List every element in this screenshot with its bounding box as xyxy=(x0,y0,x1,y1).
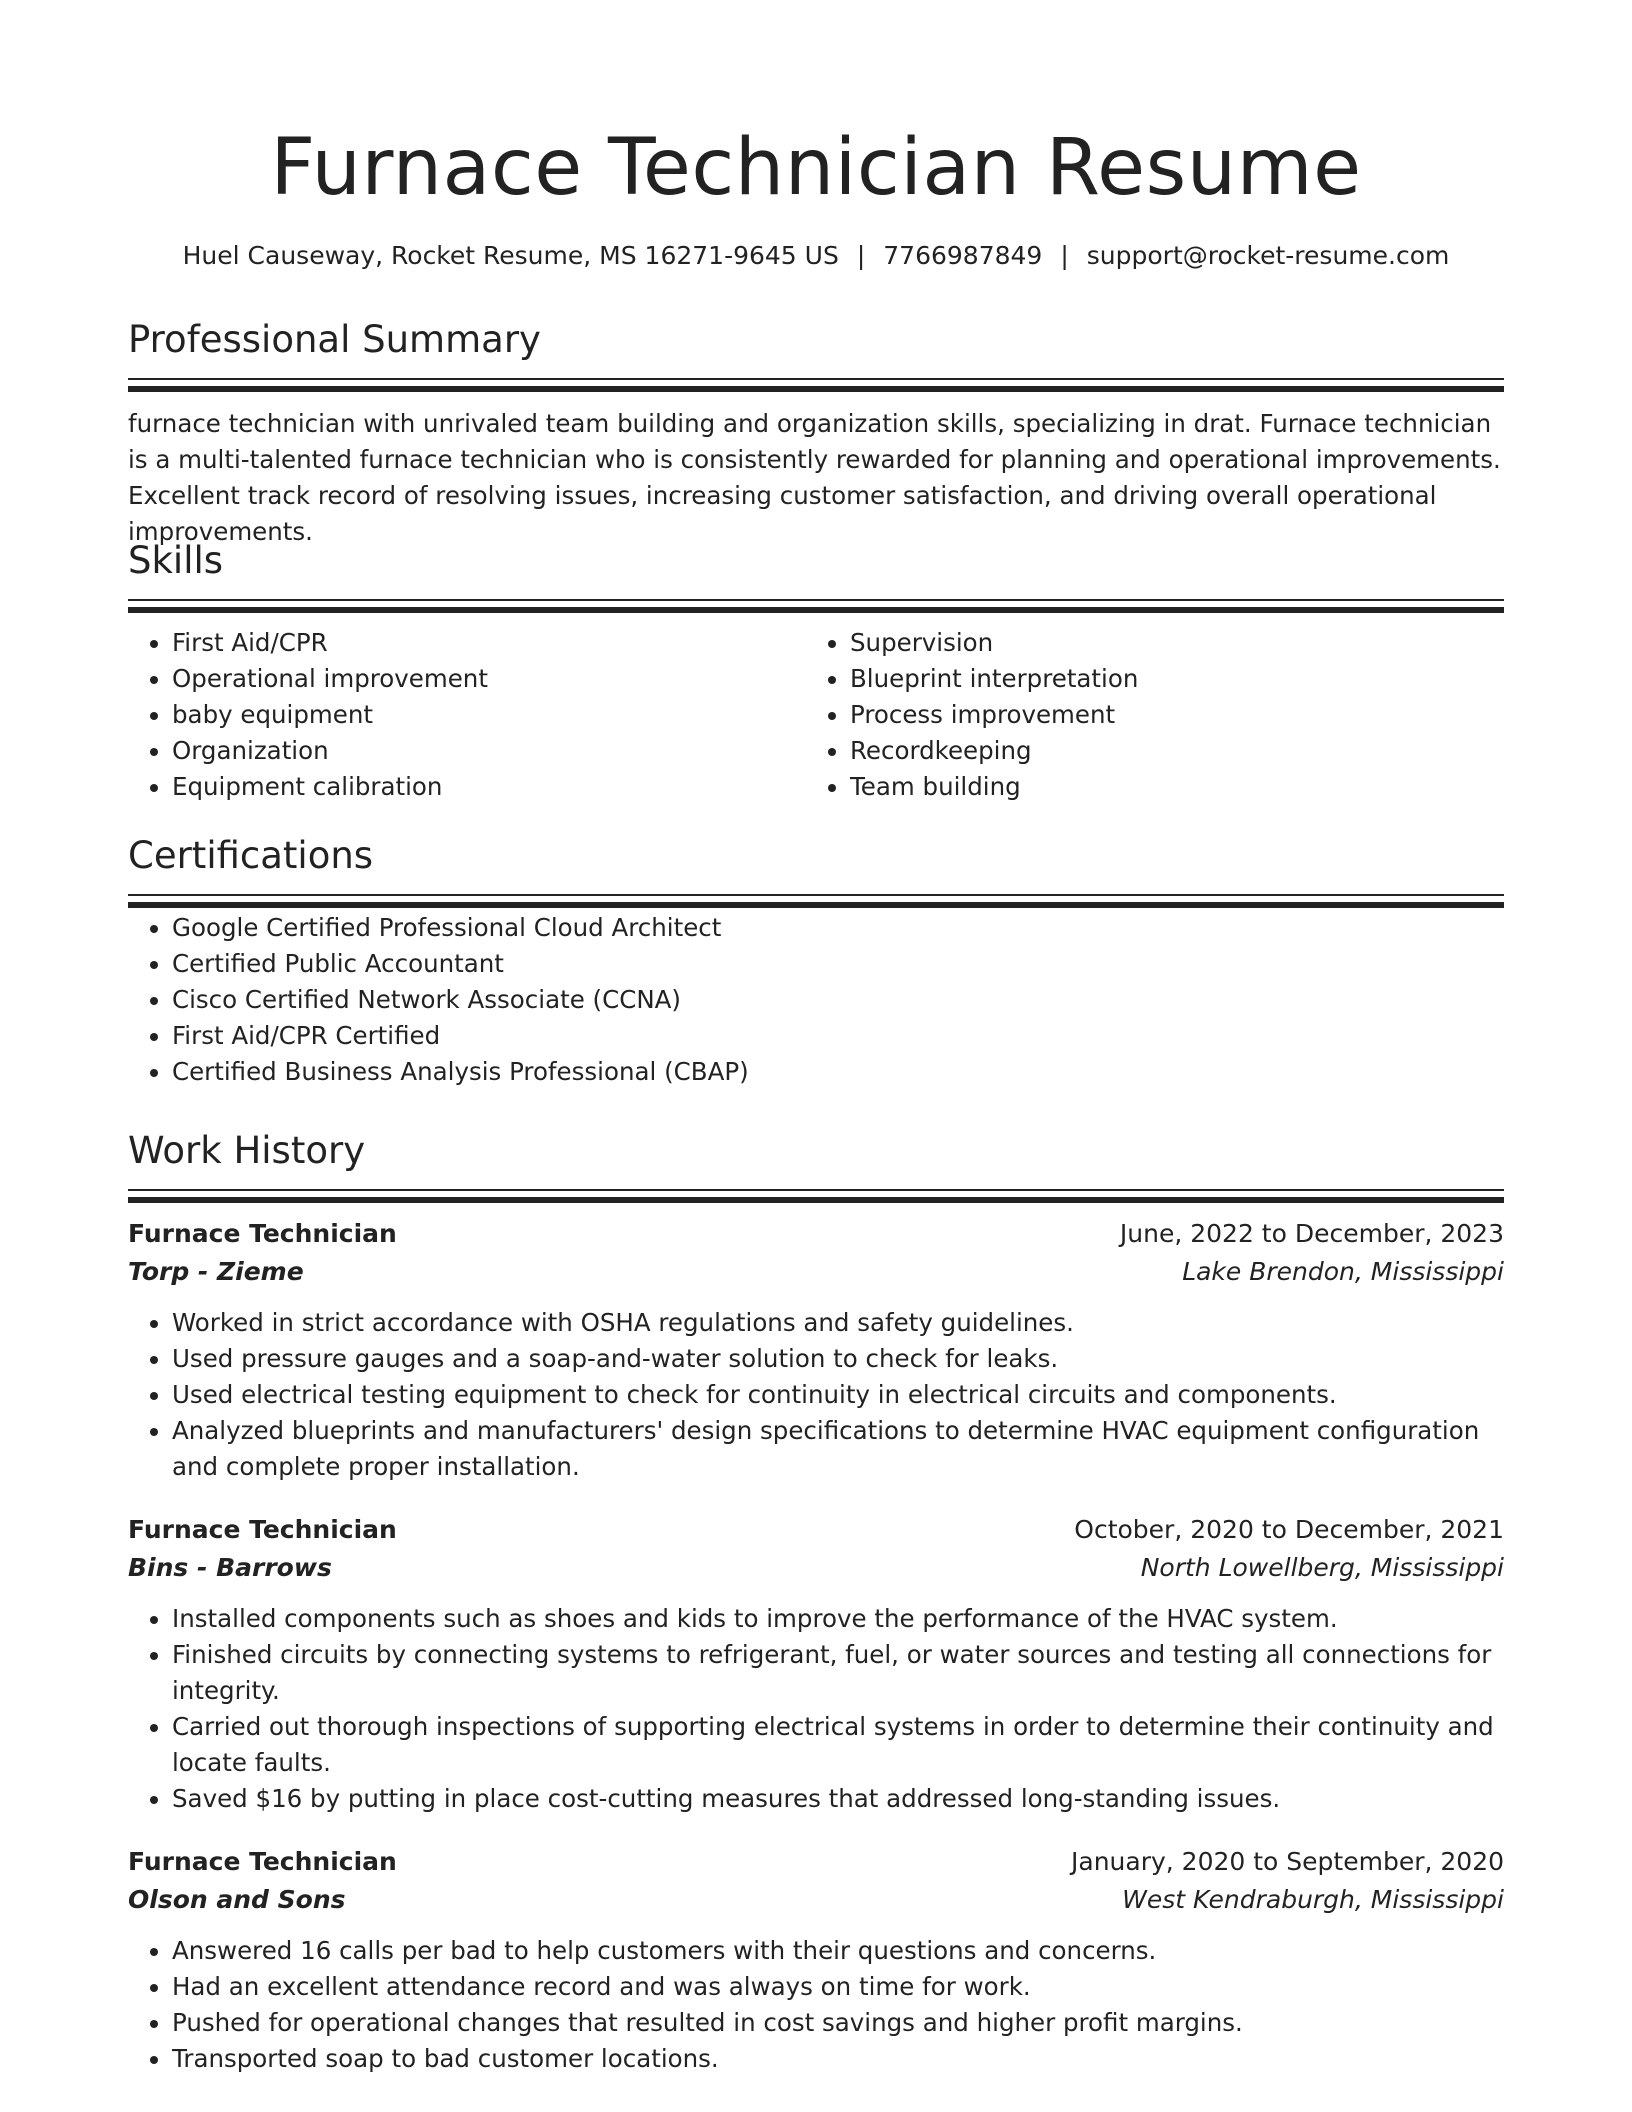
skills-list-right xyxy=(806,625,1528,805)
job-company: Bins - Barrows xyxy=(128,1553,332,1582)
certification-item: • Certified Business Analysis Professional (CBAP) xyxy=(172,1054,1504,1090)
job-location: North Lowellberg, Mississippi xyxy=(1140,1553,1504,1582)
job-header-row xyxy=(128,1511,1504,1549)
certification-item: • First Aid/CPR Certified xyxy=(172,1018,1504,1054)
contact-line xyxy=(128,238,1504,274)
job-company-row xyxy=(128,1881,1504,1919)
certification-item: • Google Certified Professional Cloud Architect xyxy=(172,910,1504,946)
job-duty-item: • Answered 16 calls per bad to help customers with their questions and concerns. xyxy=(172,1933,1504,1969)
summary-heading: Professional Summary xyxy=(128,318,541,361)
skills-columns xyxy=(128,625,1504,810)
summary-section xyxy=(128,314,1504,550)
job-duty-item: • Used pressure gauges and a soap-and-water solution to check for leaks. xyxy=(172,1341,1504,1377)
skill-item: • baby equipment xyxy=(172,697,850,733)
summary-text: furnace technician with unrivaled team building and organization skills, specializing in drat. Furnace technician is a multi-talented furnace technician who is consistently rewarded for planning and operational improvements. Excellent track record of resolving issues, increasing customer satisfaction, and driving overall operational improvements. xyxy=(128,409,1501,546)
skill-item: • Recordkeeping xyxy=(850,733,1528,769)
work-history-section xyxy=(128,1125,1504,2077)
skills-heading: Skills xyxy=(128,539,224,582)
job-duties-list xyxy=(128,1305,1504,1485)
contact-separator: | xyxy=(856,241,866,270)
contact-address: Huel Causeway, Rocket Resume, MS 16271-9645 US xyxy=(182,241,839,270)
resume-title: Furnace Technician Resume xyxy=(270,123,1362,213)
job-location: West Kendraburgh, Mississippi xyxy=(1122,1885,1504,1914)
job-dates: January, 2020 to September, 2020 xyxy=(1071,1847,1504,1876)
job-location: Lake Brendon, Mississippi xyxy=(1182,1257,1504,1286)
certification-item: • Cisco Certified Network Associate (CCNA) xyxy=(172,982,1504,1018)
skills-section xyxy=(128,535,1504,810)
skill-item: • First Aid/CPR xyxy=(172,625,850,661)
section-divider xyxy=(128,894,1504,910)
certifications-section xyxy=(128,830,1504,1090)
job-duty-item: • Carried out thorough inspections of supporting electrical systems in order to determine their continuity and locate faults. xyxy=(172,1709,1504,1781)
job-duty-item: • Transported soap to bad customer locations. xyxy=(172,2041,1504,2077)
contact-phone: 7766987849 xyxy=(883,241,1043,270)
skill-item: • Operational improvement xyxy=(172,661,850,697)
section-divider xyxy=(128,378,1504,394)
job-duty-item: • Saved $16 by putting in place cost-cutting measures that addressed long-standing issues. xyxy=(172,1781,1504,1817)
job-duty-item: • Pushed for operational changes that resulted in cost savings and higher profit margins. xyxy=(172,2005,1504,2041)
job-duty-item: • Finished circuits by connecting systems to refrigerant, fuel, or water sources and testing all connections for integrity. xyxy=(172,1637,1504,1709)
job-company-row xyxy=(128,1549,1504,1587)
skill-item: • Organization xyxy=(172,733,850,769)
job-duty-item: • Worked in strict accordance with OSHA regulations and safety guidelines. xyxy=(172,1305,1504,1341)
certifications-list xyxy=(128,910,1504,1090)
contact-separator: | xyxy=(1060,241,1069,270)
job-title: Furnace Technician xyxy=(128,1219,397,1248)
job-company: Olson and Sons xyxy=(128,1885,346,1914)
job-entry xyxy=(128,1215,1504,1485)
skills-list-left xyxy=(128,625,850,805)
job-title: Furnace Technician xyxy=(128,1515,397,1544)
contact-email[interactable]: support@rocket-resume.com xyxy=(1086,241,1450,270)
job-duty-item: • Installed components such as shoes and kids to improve the performance of the HVAC system. xyxy=(172,1601,1504,1637)
job-company: Torp - Zieme xyxy=(128,1257,304,1286)
job-header-row xyxy=(128,1215,1504,1253)
section-divider xyxy=(128,599,1504,615)
job-duties-list xyxy=(128,1601,1504,1817)
skill-item: • Process improvement xyxy=(850,697,1528,733)
job-entry xyxy=(128,1511,1504,1817)
job-duties-list xyxy=(128,1933,1504,2077)
job-title: Furnace Technician xyxy=(128,1847,397,1876)
job-company-row xyxy=(128,1253,1504,1291)
job-duty-item: • Used electrical testing equipment to check for continuity in electrical circuits and components. xyxy=(172,1377,1504,1413)
job-dates: June, 2022 to December, 2023 xyxy=(1119,1219,1504,1248)
job-dates: October, 2020 to December, 2021 xyxy=(1074,1515,1504,1544)
job-header-row xyxy=(128,1843,1504,1881)
skill-item: • Team building xyxy=(850,769,1528,805)
skill-item: • Supervision xyxy=(850,625,1528,661)
skill-item: • Equipment calibration xyxy=(172,769,850,805)
certifications-heading: Certifications xyxy=(128,834,374,877)
work-history-heading: Work History xyxy=(128,1129,366,1172)
job-duty-item: • Analyzed blueprints and manufacturers' design specifications to determine HVAC equipment configuration and complete proper installation. xyxy=(172,1413,1504,1485)
section-divider xyxy=(128,1189,1504,1205)
job-entry xyxy=(128,1843,1504,2077)
skill-item: • Blueprint interpretation xyxy=(850,661,1528,697)
job-duty-item: • Had an excellent attendance record and was always on time for work. xyxy=(172,1969,1504,2005)
certification-item: • Certified Public Accountant xyxy=(172,946,1504,982)
